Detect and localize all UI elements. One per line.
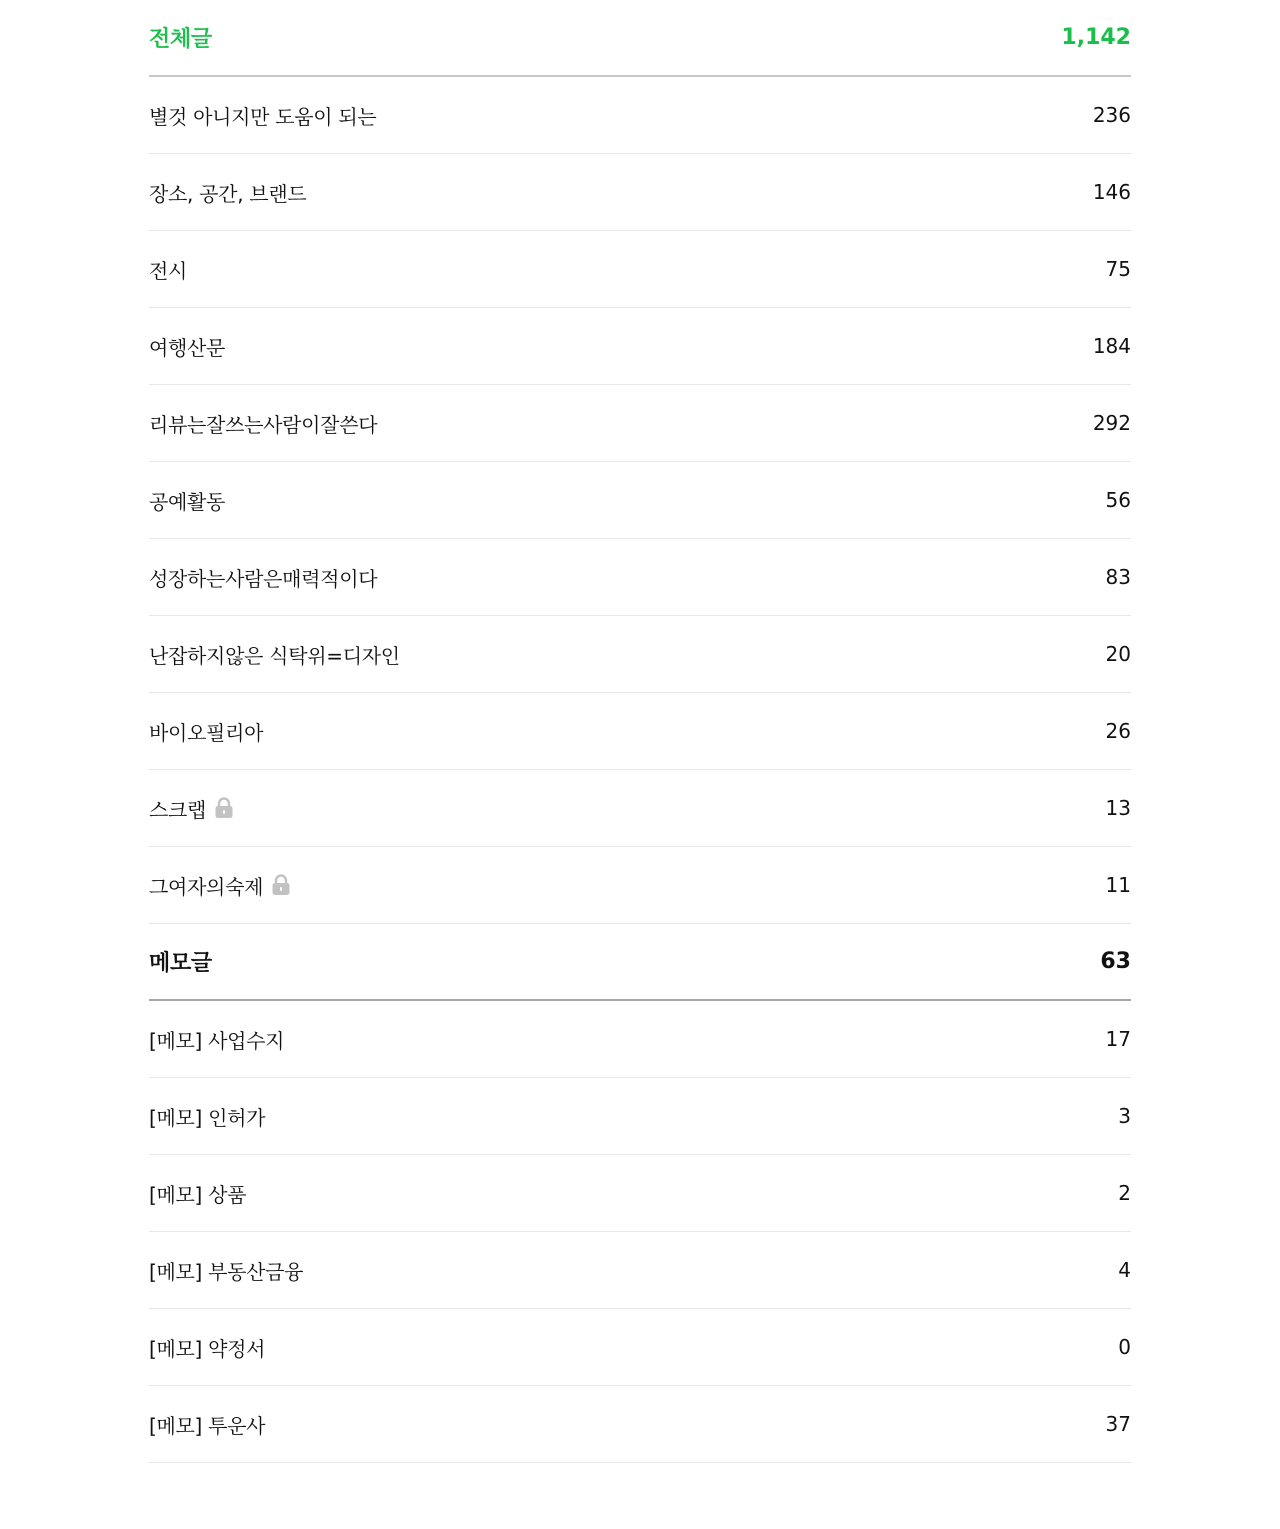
- category-row[interactable]: [149, 231, 1131, 308]
- category-row-locked[interactable]: [149, 847, 1131, 924]
- category-count: 292: [1092, 411, 1131, 435]
- category-label: 장소, 공간, 브랜드: [149, 181, 307, 206]
- category-name-wrap: [149, 794, 234, 823]
- category-row[interactable]: [149, 462, 1131, 539]
- memo-posts-label: 메모글: [149, 951, 212, 976]
- memo-posts-row[interactable]: [149, 924, 1131, 1001]
- memo-count: 4: [1118, 1258, 1131, 1282]
- memo-posts-count: 63: [1100, 949, 1131, 974]
- memo-label: [메모] 사업수지: [149, 1028, 285, 1053]
- category-label: 바이오필리아: [149, 720, 264, 745]
- memo-count: 37: [1105, 1412, 1131, 1436]
- lock-icon: [214, 797, 234, 819]
- category-row[interactable]: [149, 539, 1131, 616]
- category-count: 184: [1092, 334, 1131, 358]
- category-label: 리뷰는잘쓰는사람이잘쓴다: [149, 412, 378, 437]
- category-label: 별것 아니지만 도움이 되는: [149, 104, 377, 129]
- category-label: 전시: [149, 258, 188, 283]
- category-count: 236: [1092, 103, 1131, 127]
- memo-label: [메모] 부동산금융: [149, 1259, 304, 1284]
- category-count: 75: [1105, 257, 1131, 281]
- category-count: 13: [1105, 796, 1131, 820]
- all-posts-count: 1,142: [1061, 25, 1131, 50]
- category-count: 83: [1105, 565, 1131, 589]
- category-count: 146: [1092, 180, 1131, 204]
- memo-row[interactable]: [149, 1232, 1131, 1309]
- memo-label: [메모] 약정서: [149, 1336, 266, 1361]
- category-count: 56: [1105, 488, 1131, 512]
- memo-count: 3: [1118, 1104, 1131, 1128]
- memo-row[interactable]: [149, 1309, 1131, 1386]
- lock-icon: [271, 874, 291, 896]
- category-row-locked[interactable]: [149, 770, 1131, 847]
- category-list: [149, 0, 1131, 1463]
- category-count: 11: [1105, 873, 1131, 897]
- category-label: 스크랩: [149, 797, 207, 822]
- memo-row[interactable]: [149, 1386, 1131, 1463]
- category-count: 26: [1105, 719, 1131, 743]
- category-label: 성장하는사람은매력적이다: [149, 566, 378, 591]
- category-row[interactable]: [149, 693, 1131, 770]
- memo-row[interactable]: [149, 1155, 1131, 1232]
- category-row[interactable]: [149, 385, 1131, 462]
- category-count: 20: [1105, 642, 1131, 666]
- category-row[interactable]: [149, 77, 1131, 154]
- category-label: 공예활동: [149, 489, 226, 514]
- category-name-wrap: [149, 871, 291, 900]
- memo-count: 2: [1118, 1181, 1131, 1205]
- memo-count: 0: [1118, 1335, 1131, 1359]
- memo-label: [메모] 인허가: [149, 1105, 266, 1130]
- all-posts-label: 전체글: [149, 27, 212, 52]
- category-row[interactable]: [149, 308, 1131, 385]
- category-label: 난잡하지않은 식탁위=디자인: [149, 643, 400, 668]
- category-label: 그여자의숙제: [149, 874, 264, 899]
- memo-row[interactable]: [149, 1001, 1131, 1078]
- category-row[interactable]: [149, 154, 1131, 231]
- memo-row[interactable]: [149, 1078, 1131, 1155]
- memo-label: [메모] 상품: [149, 1182, 247, 1207]
- all-posts-row[interactable]: [149, 0, 1131, 77]
- memo-label: [메모] 투운사: [149, 1413, 266, 1438]
- category-row[interactable]: [149, 616, 1131, 693]
- category-label: 여행산문: [149, 335, 226, 360]
- memo-count: 17: [1105, 1027, 1131, 1051]
